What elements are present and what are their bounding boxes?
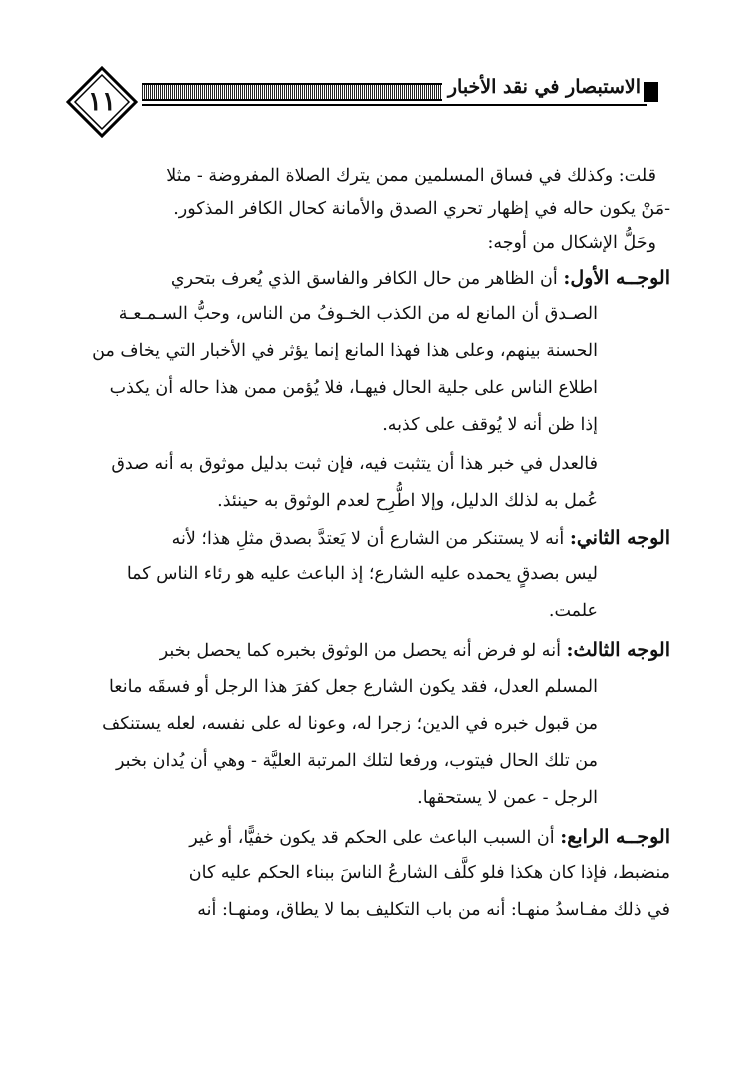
hanging-block (70, 669, 670, 817)
paragraph-aspect-2 (70, 522, 670, 630)
text-line: قلت: وكذلك في فساق المسلمين ممن يترك الصلاة المفروضة - مثلا (166, 166, 656, 186)
text-line: في ذلك مفـاسدُ منهـا: أنه من باب التكليف بما لا يطاق، ومنهـا: أنه (197, 900, 670, 921)
paragraph-aspect-1 (70, 262, 670, 444)
page-body (70, 160, 670, 929)
hanging-block (70, 556, 670, 630)
paragraph-justice (70, 446, 670, 520)
text-line: -مَنْ يكون حاله في إظهار تحري الصدق والأمانة كحال الكافر المذكور. (173, 199, 670, 220)
aspect-heading: الوجــه الأول: (563, 266, 670, 289)
paragraph-aspect-3 (70, 634, 670, 816)
text-line: الوجــه الأول: أن الظاهر من حال الكافر والفاسق الذي يُعرف بتحري (170, 266, 670, 289)
book-title: الاستبصار في نقد الأخبار (442, 72, 647, 102)
text-line: منضبط، فإذا كان هكذا فلو كلَّف الشارعُ الناسَ ببناء الحكم عليه كان (188, 863, 670, 884)
running-header (0, 0, 737, 140)
text-line: فالعدل في خبر هذا أن يتثبت فيه، فإن ثبت بدليل موثوق به أنه صدق (111, 454, 598, 475)
paragraph-intro (70, 160, 670, 260)
text-line: الصـدق أن المانع له من الكذب الخـوفُ من الناس، وحبُّ السـمـعـة (118, 304, 598, 325)
aspect-heading: الوجه الثالث: (566, 639, 670, 662)
text-line: الوجه الثاني: أنه لا يستنكر من الشارع أن لا يَعتدَّ بصدق مثلِ هذا؛ لأنه (171, 527, 670, 550)
text-line: الحسنة بينهم، وعلى هذا فهذا المانع إنما يؤثر في الأخبار التي يخاف من (92, 341, 598, 362)
text-line: المسلم العدل، فقد يكون الشارع جعل كفرَ هذا الرجل أو فسقَه مانعا (108, 676, 598, 697)
header-square-mark (644, 82, 658, 102)
text-line: الوجــه الرابع: أن السبب الباعث على الحكم قد يكون خفيًّا، أو غير (189, 825, 670, 848)
text-line: إذا ظن أنه لا يُوقف على كذبه. (382, 415, 598, 436)
aspect-heading: الوجــه الرابع: (560, 825, 670, 848)
hanging-block (70, 446, 670, 520)
text-line: علمت. (548, 601, 598, 622)
text-line: الوجه الثالث: أنه لو فرض أنه يحصل من الوثوق بخبره كما يحصل بخبر (159, 639, 670, 662)
text-line: ليس بصدقٍ يحمده عليه الشارع؛ إذ الباعث عليه هو رئاء الناس كما (126, 564, 598, 585)
aspect-heading: الوجه الثاني: (569, 527, 670, 550)
text-line: عُمل به لذلك الدليل، وإلا اطُّرِح لعدم الوثوق به حينئذ. (217, 491, 598, 512)
paragraph-aspect-4 (70, 821, 670, 929)
text-line: من قبول خبره في الدين؛ زجرا له، وعونا له على نفسه، لعله يستنكف (102, 713, 598, 734)
text-line: وحَلُّ الإشكال من أوجه: (487, 232, 656, 253)
text-line: من تلك الحال فيتوب، ورفعا لتلك المرتبة العليَّة - وهي أن يُدان بخبر (115, 750, 598, 771)
page-number: ١١ (88, 87, 116, 117)
text-line: الرجل - عمن لا يستحقها. (417, 787, 598, 808)
header-rule (142, 104, 647, 106)
hanging-block (70, 296, 670, 444)
page-number-badge (66, 66, 138, 138)
text-line: اطلاع الناس على جلية الحال فيهـا، فلا يُؤمن ممن هذا حاله أن يكذب (109, 378, 598, 399)
